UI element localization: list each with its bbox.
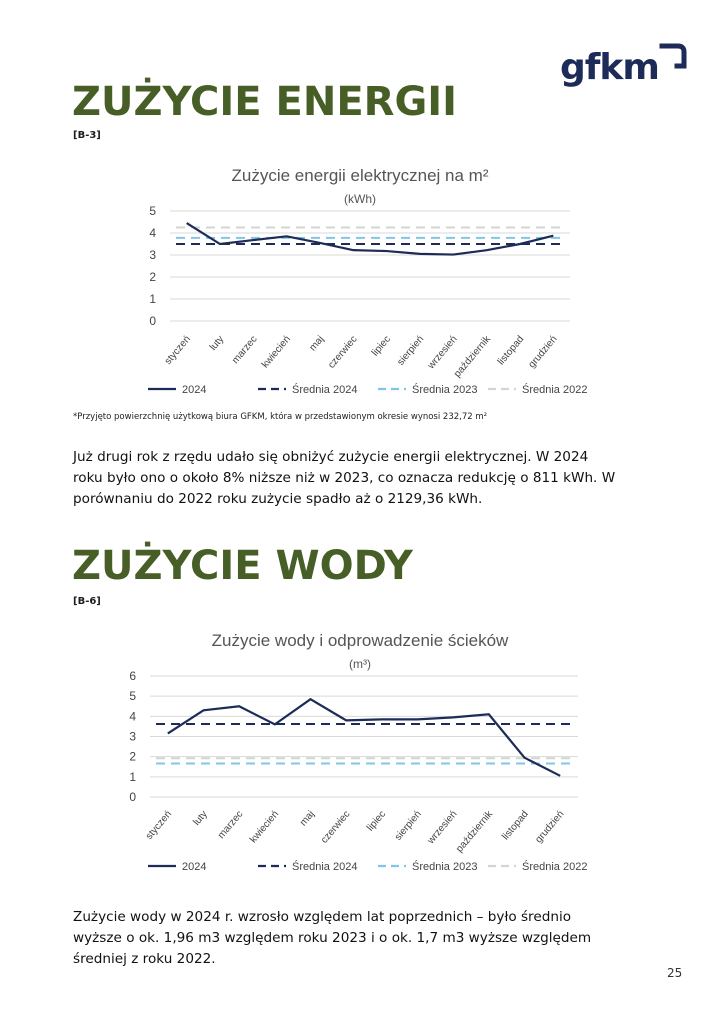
- y-tick-label: 1: [149, 292, 156, 306]
- logo-wordmark: gfkm: [560, 47, 659, 88]
- x-tick-label: listopad: [500, 808, 531, 843]
- energy-chart: [110, 155, 610, 407]
- y-tick-label: 5: [129, 689, 136, 704]
- legend-label: Średnia 2022: [522, 384, 588, 396]
- water-heading: ZUŻYCIE WODY: [72, 543, 413, 589]
- x-tick-label: czerwiec: [326, 333, 360, 371]
- energy-footnote: *Przyjęto powierzchnię użytkową biura GFKM, która w przedstawionym okresie wynosi 232,72 m²: [73, 412, 488, 422]
- chart-title: Zużycie wody i odprowadzenie ścieków: [211, 631, 509, 650]
- x-tick-label: marzec: [215, 808, 246, 842]
- y-tick-label: 6: [129, 669, 136, 683]
- y-tick-label: 2: [149, 270, 156, 284]
- x-tick-label: maj: [307, 333, 327, 354]
- y-tick-label: 3: [149, 248, 156, 262]
- legend-label: 2024: [182, 384, 207, 396]
- x-tick-label: wrzesień: [425, 808, 460, 847]
- x-tick-label: październik: [452, 333, 493, 380]
- x-tick-label: styczeń: [143, 808, 175, 842]
- legend-label: Średnia 2024: [292, 384, 358, 396]
- legend-label: Średnia 2024: [292, 861, 358, 873]
- logo-mark-icon: [560, 40, 690, 96]
- x-tick-label: grudzień: [526, 333, 560, 371]
- x-tick-label: styczeń: [162, 333, 193, 367]
- y-tick-label: 5: [149, 204, 156, 218]
- x-tick-label: lipiec: [365, 808, 389, 834]
- chart-subtitle: (kWh): [344, 192, 376, 206]
- energy-paragraph-line: porównaniu do 2022 roku zużycie spadło aż o 2129,36 kWh.: [73, 491, 483, 507]
- y-tick-label: 1: [129, 769, 136, 784]
- x-tick-label: sierpień: [392, 808, 424, 843]
- x-tick-label: kwiecień: [259, 333, 293, 371]
- energy-heading: ZUŻYCIE ENERGII: [72, 79, 458, 125]
- energy-paragraph-line: roku było ono o około 8% niższe niż w 2023, co oznacza redukcję o 811 kWh. W: [73, 470, 616, 486]
- y-tick-label: 4: [149, 226, 156, 240]
- x-tick-label: lipiec: [369, 333, 393, 359]
- x-tick-label: luty: [191, 808, 210, 828]
- x-tick-label: maj: [298, 808, 317, 829]
- y-tick-label: 4: [129, 709, 136, 724]
- legend-label: Średnia 2023: [412, 384, 478, 396]
- gfkm-logo: [560, 40, 690, 96]
- legend-label: 2024: [182, 861, 207, 873]
- water-paragraph-line: wyższe o ok. 1,96 m3 względem roku 2023 i o ok. 1,7 m3 wyższe względem: [73, 930, 592, 946]
- energy-tag: [B-3]: [73, 130, 101, 141]
- x-tick-label: grudzień: [533, 808, 567, 846]
- x-tick-label: sierpień: [395, 333, 427, 368]
- y-tick-label: 3: [129, 729, 136, 744]
- water-paragraph-line: Zużycie wody w 2024 r. wzrosło względem lat poprzednich – było średnio: [73, 909, 572, 925]
- energy-paragraph-line: Już drugi rok z rzędu udało się obniżyć zużycie energii elektrycznej. W 2024: [73, 449, 589, 465]
- water-paragraph-line: średniej z roku 2022.: [73, 951, 216, 967]
- x-tick-label: październik: [454, 808, 496, 855]
- x-tick-label: listopad: [495, 333, 527, 368]
- legend-label: Średnia 2023: [412, 861, 478, 873]
- x-tick-label: marzec: [230, 333, 260, 367]
- legend-label: Średnia 2022: [522, 861, 588, 873]
- chart-title: Zużycie energii elektrycznej na m²: [231, 166, 489, 185]
- y-tick-label: 2: [129, 749, 136, 764]
- page-number: 25: [667, 966, 683, 980]
- x-tick-label: luty: [207, 333, 227, 353]
- water-tag: [B-6]: [73, 596, 101, 607]
- y-tick-label: 0: [149, 314, 156, 328]
- x-tick-label: czerwiec: [319, 808, 353, 846]
- x-tick-label: wrzesień: [425, 333, 460, 372]
- x-tick-label: kwiecień: [248, 808, 282, 846]
- y-tick-label: 0: [129, 790, 136, 804]
- chart-subtitle: (m³): [349, 657, 371, 671]
- water-chart: [110, 622, 610, 884]
